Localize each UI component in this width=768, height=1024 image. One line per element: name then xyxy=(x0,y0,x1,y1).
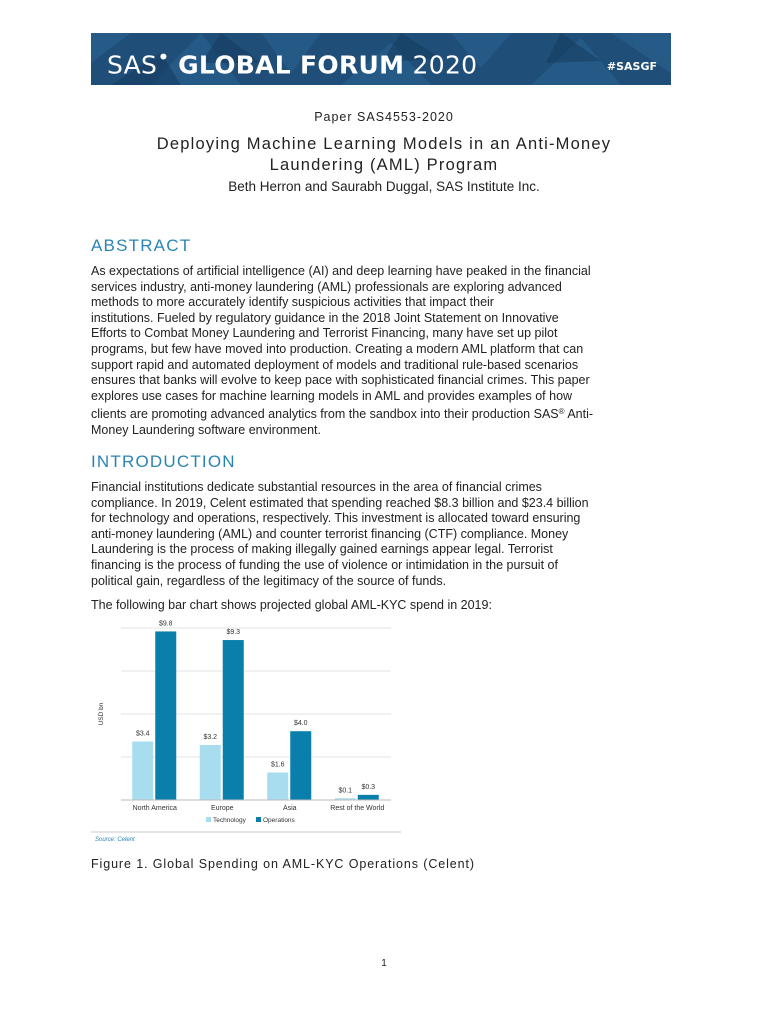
introduction-paragraph xyxy=(91,480,681,589)
introduction-line: political gain, regardless of the legitimacy of the source of funds. xyxy=(91,573,447,588)
banner-title xyxy=(107,45,477,79)
introduction-line: Laundering is the process of making illegally gained earnings appear legal. Terrorist xyxy=(91,542,553,557)
aml-spend-chart xyxy=(91,620,401,845)
chart-legend-label: Technology xyxy=(213,817,246,824)
chart-data-label: $0.3 xyxy=(361,783,376,791)
chart-data-label: $0.1 xyxy=(338,787,353,795)
banner-brand-mark: • xyxy=(157,45,170,69)
chart-legend-label: Operations xyxy=(263,817,295,824)
chart-x-tick-label: North America xyxy=(132,805,177,812)
abstract-line-text: clients are promoting advanced analytics from the sandbox into their production SAS xyxy=(91,407,559,422)
chart-intro-text: The following bar chart shows projected global AML-KYC spend in 2019: xyxy=(91,598,492,612)
introduction-line: for technology and operations, respectively. This investment is allocated toward ensuring xyxy=(91,511,581,526)
chart-legend-swatch xyxy=(206,817,211,822)
abstract-line-tail: Anti- xyxy=(564,407,594,422)
abstract-heading: ABSTRACT xyxy=(91,236,192,255)
chart-data-label: $4.0 xyxy=(293,720,308,728)
banner-hashtag: #SASGF xyxy=(606,60,657,73)
chart-bar-technology xyxy=(267,772,288,800)
abstract-line: methods to more accurately identify suspicious activities that impact their xyxy=(91,295,494,310)
paper-title xyxy=(0,134,768,176)
introduction-line: financing is the process of funding the use of violence or intimidation in the pursuit of xyxy=(91,557,558,572)
paper-authors: Beth Herron and Saurabh Duggal, SAS Institute Inc. xyxy=(228,179,540,194)
abstract-line: support rapid and automated deployment of models and traditional rule-based scenarios xyxy=(91,357,579,372)
chart-legend-swatch xyxy=(256,817,261,822)
chart-bar-operations xyxy=(358,795,379,800)
chart-bar-operations xyxy=(223,640,244,800)
conference-banner xyxy=(91,33,671,85)
chart-x-tick-label: Asia xyxy=(282,805,297,812)
page-number: 1 xyxy=(381,958,387,969)
abstract-paragraph xyxy=(91,264,681,439)
bar-chart-svg xyxy=(91,620,401,845)
abstract-line xyxy=(91,404,681,423)
chart-x-tick-label: Europe xyxy=(210,805,234,812)
figure-caption: Figure 1. Global Spending on AML-KYC Operations (Celent) xyxy=(91,857,475,871)
abstract-line: Efforts to Combat Money Laundering and Terrorist Financing, many have set up pilot xyxy=(91,326,558,341)
chart-data-label: $3.2 xyxy=(203,733,218,741)
paper-title-line-1: Deploying Machine Learning Models in an Anti-Money xyxy=(156,135,612,153)
abstract-line: explores use cases for machine learning models in AML and provides examples of how xyxy=(91,388,573,403)
introduction-line: compliance. In 2019, Celent estimated that spending reached $8.3 billion and $23.4 billion xyxy=(91,495,589,510)
introduction-heading: INTRODUCTION xyxy=(91,452,236,471)
chart-bar-technology xyxy=(132,742,153,800)
introduction-line: Financial institutions dedicate substantial resources in the area of financial crimes xyxy=(91,480,542,494)
abstract-line: institutions. Fueled by regulatory guidance in the 2018 Joint Statement on Innovative xyxy=(91,310,559,325)
banner-brand: SAS xyxy=(107,50,158,80)
paper-title-line-2: Laundering (AML) Program xyxy=(269,156,499,174)
chart-source: Source: Celent xyxy=(95,837,135,843)
abstract-line: programs, but few have moved into production. Creating a modern AML platform that can xyxy=(91,341,584,356)
introduction-line: anti-money laundering (AML) and counter terrorist financing (CTF) compliance. Money xyxy=(91,526,569,541)
chart-bar-technology xyxy=(200,745,221,800)
chart-data-label: $9.8 xyxy=(158,620,173,628)
abstract-line: ensures that banks will evolve to keep pace with sophisticated financial crimes. This paper xyxy=(91,373,590,388)
chart-bar-operations xyxy=(155,631,176,800)
abstract-line: As expectations of artificial intelligence (AI) and deep learning have peaked in the financial xyxy=(91,264,591,278)
paper-id: Paper SAS4553-2020 xyxy=(314,110,454,124)
banner-year: 2020 xyxy=(412,50,478,80)
registered-mark: ® xyxy=(558,407,565,417)
chart-bar-operations xyxy=(290,731,311,800)
chart-data-label: $3.4 xyxy=(135,730,150,738)
chart-data-label: $9.3 xyxy=(226,629,241,637)
abstract-line: Money Laundering software environment. xyxy=(91,422,321,437)
chart-x-tick-label: Rest of the World xyxy=(330,805,385,812)
banner-event: GLOBAL FORUM xyxy=(178,50,405,80)
abstract-line: services industry, anti-money laundering (AML) professionals are exploring advanced xyxy=(91,279,562,294)
chart-y-axis-label: USD bn xyxy=(98,702,105,726)
chart-data-label: $1.6 xyxy=(270,761,285,769)
